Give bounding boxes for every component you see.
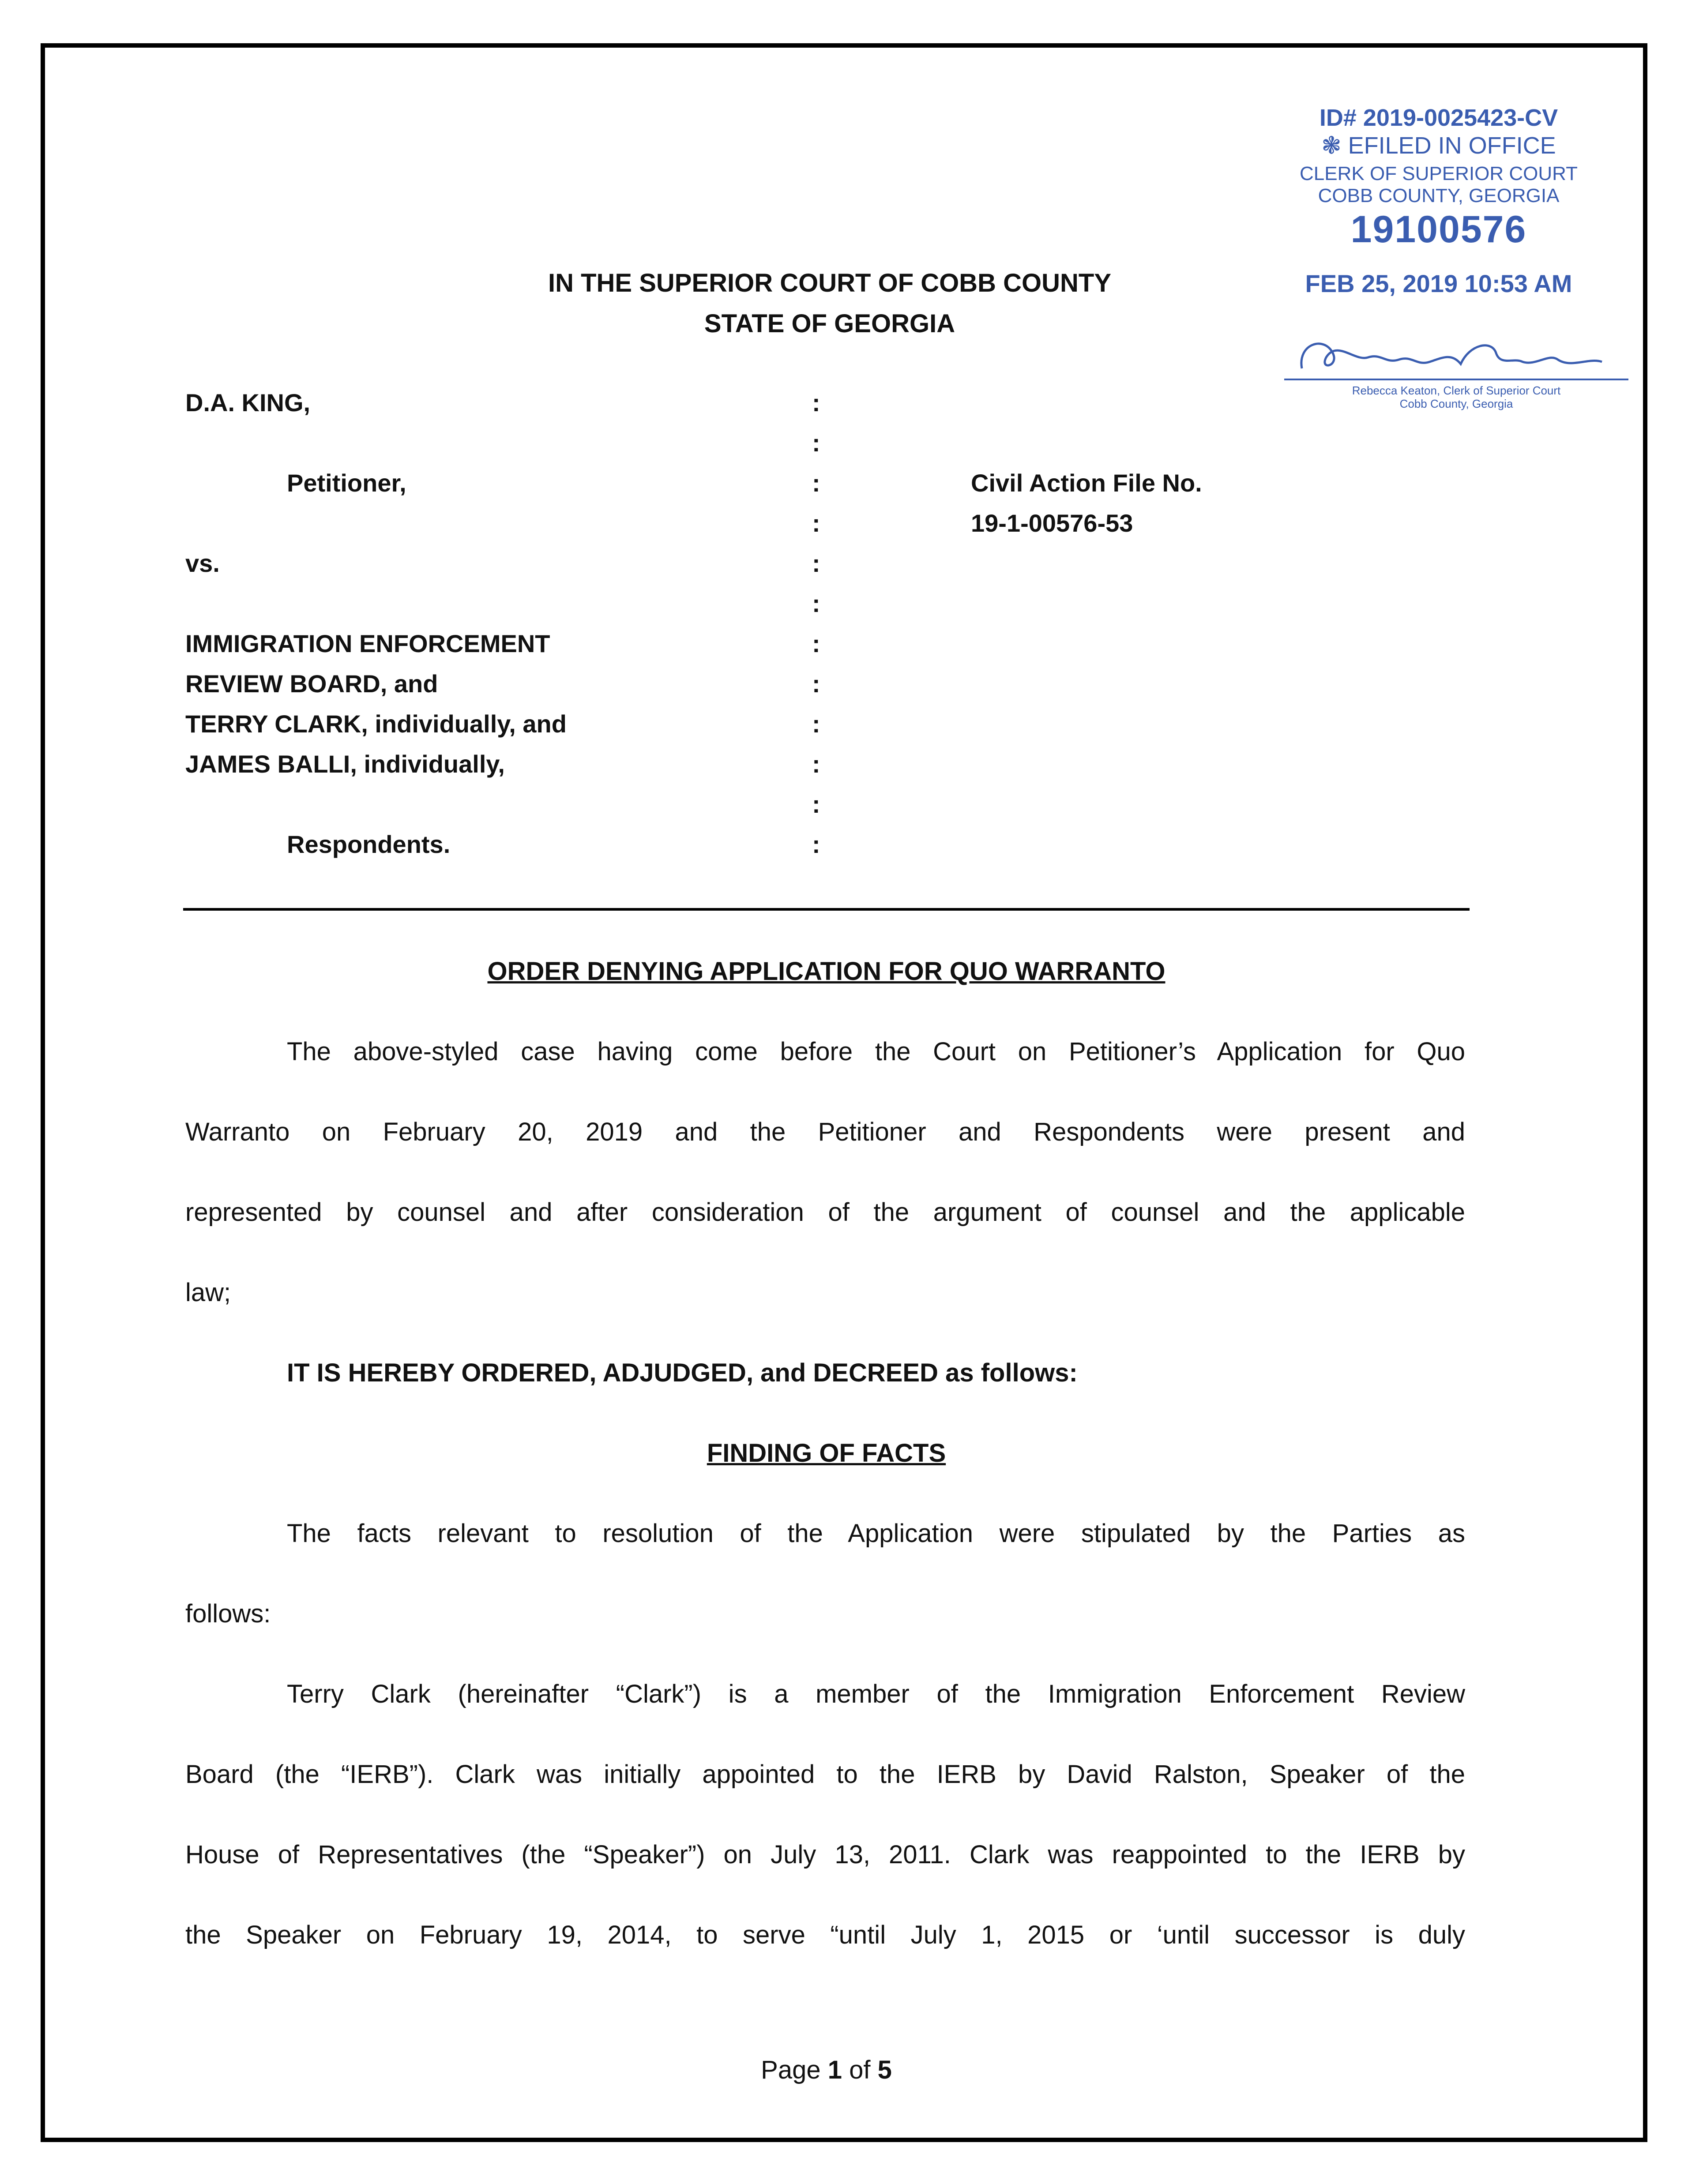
body-line: Terry Clark (hereinafter “Clark”) is a member of the Immigration Enforcement Review xyxy=(287,1680,1465,1708)
decree-line: IT IS HEREBY ORDERED, ADJUDGED, and DECREED as follows: xyxy=(287,1358,1078,1387)
body-line: House of Representatives (the “Speaker”) on July 13, 2011. Clark was reappointed to the IERB by xyxy=(185,1840,1465,1869)
efile-stamp xyxy=(1262,104,1615,298)
body-line: law; xyxy=(185,1278,231,1307)
caption-colon: : xyxy=(812,670,820,698)
respondent-label: Respondents. xyxy=(287,830,451,858)
court-state: STATE OF GEORGIA xyxy=(704,309,955,338)
body-line: Board (the “IERB”). Clark was initially appointed to the IERB by David Ralston, Speaker of the xyxy=(185,1760,1465,1789)
stamp-clerk: CLERK OF SUPERIOR COURT xyxy=(1300,163,1578,184)
body-line: follows: xyxy=(185,1599,271,1628)
caption-divider xyxy=(183,908,1470,911)
petitioner-name: D.A. KING, xyxy=(185,389,311,417)
versus: vs. xyxy=(185,549,220,577)
respondent-line: IMMIGRATION ENFORCEMENT xyxy=(185,630,550,657)
signature-caption: Rebecca Keaton, Clerk of Superior Court Cobb County, Georgia xyxy=(1352,384,1561,410)
findings-title: FINDING OF FACTS xyxy=(707,1439,946,1467)
caption-colon: : xyxy=(812,469,820,497)
page-number: Page 1 of 5 xyxy=(761,2056,892,2084)
civil-action-label: Civil Action File No. xyxy=(971,469,1202,497)
caption-colon: : xyxy=(812,630,820,657)
stamp-county: COBB COUNTY, GEORGIA xyxy=(1318,185,1560,206)
clerk-signature xyxy=(1284,326,1628,415)
body-line: The above-styled case having come before the Court on Petitioner’s Application for Quo xyxy=(287,1037,1465,1066)
body-line: Warranto on February 20, 2019 and the Petitioner and Respondents were present and xyxy=(185,1118,1465,1146)
caption-colon: : xyxy=(812,830,820,858)
caption-colon: : xyxy=(812,509,820,537)
stamp-datetime: FEB 25, 2019 10:53 AM xyxy=(1305,270,1572,297)
stamp-efiled: ❃ EFILED IN OFFICE xyxy=(1321,132,1556,159)
petitioner-label: Petitioner, xyxy=(287,469,406,497)
respondent-line: REVIEW BOARD, and xyxy=(185,670,438,698)
order-title: ORDER DENYING APPLICATION FOR QUO WARRANTO xyxy=(487,957,1165,986)
caption-colon: : xyxy=(812,429,820,457)
signature-line xyxy=(1284,379,1628,380)
signature-mark xyxy=(1284,326,1628,379)
caption-colon: : xyxy=(812,750,820,778)
body-line: The facts relevant to resolution of the Application were stipulated by the Parties as xyxy=(287,1519,1465,1548)
caption-colon: : xyxy=(812,389,820,417)
caption-colon: : xyxy=(812,549,820,577)
stamp-number: 19100576 xyxy=(1350,208,1527,251)
court-name: IN THE SUPERIOR COURT OF COBB COUNTY xyxy=(548,269,1112,297)
respondent-line: JAMES BALLI, individually, xyxy=(185,750,505,778)
civil-action-number: 19-1-00576-53 xyxy=(971,509,1133,537)
body-line: represented by counsel and after consideration of the argument of counsel and the applicable xyxy=(185,1198,1465,1227)
stamp-icon: ❃ xyxy=(1321,132,1348,159)
caption-colon: : xyxy=(812,790,820,818)
body-line: the Speaker on February 19, 2014, to serve “until July 1, 2015 or ‘until successor is duly xyxy=(185,1921,1465,1949)
caption-colon: : xyxy=(812,710,820,738)
caption-colon: : xyxy=(812,589,820,617)
respondent-line: TERRY CLARK, individually, and xyxy=(185,710,567,738)
stamp-id: ID# 2019-0025423-CV xyxy=(1319,105,1558,131)
